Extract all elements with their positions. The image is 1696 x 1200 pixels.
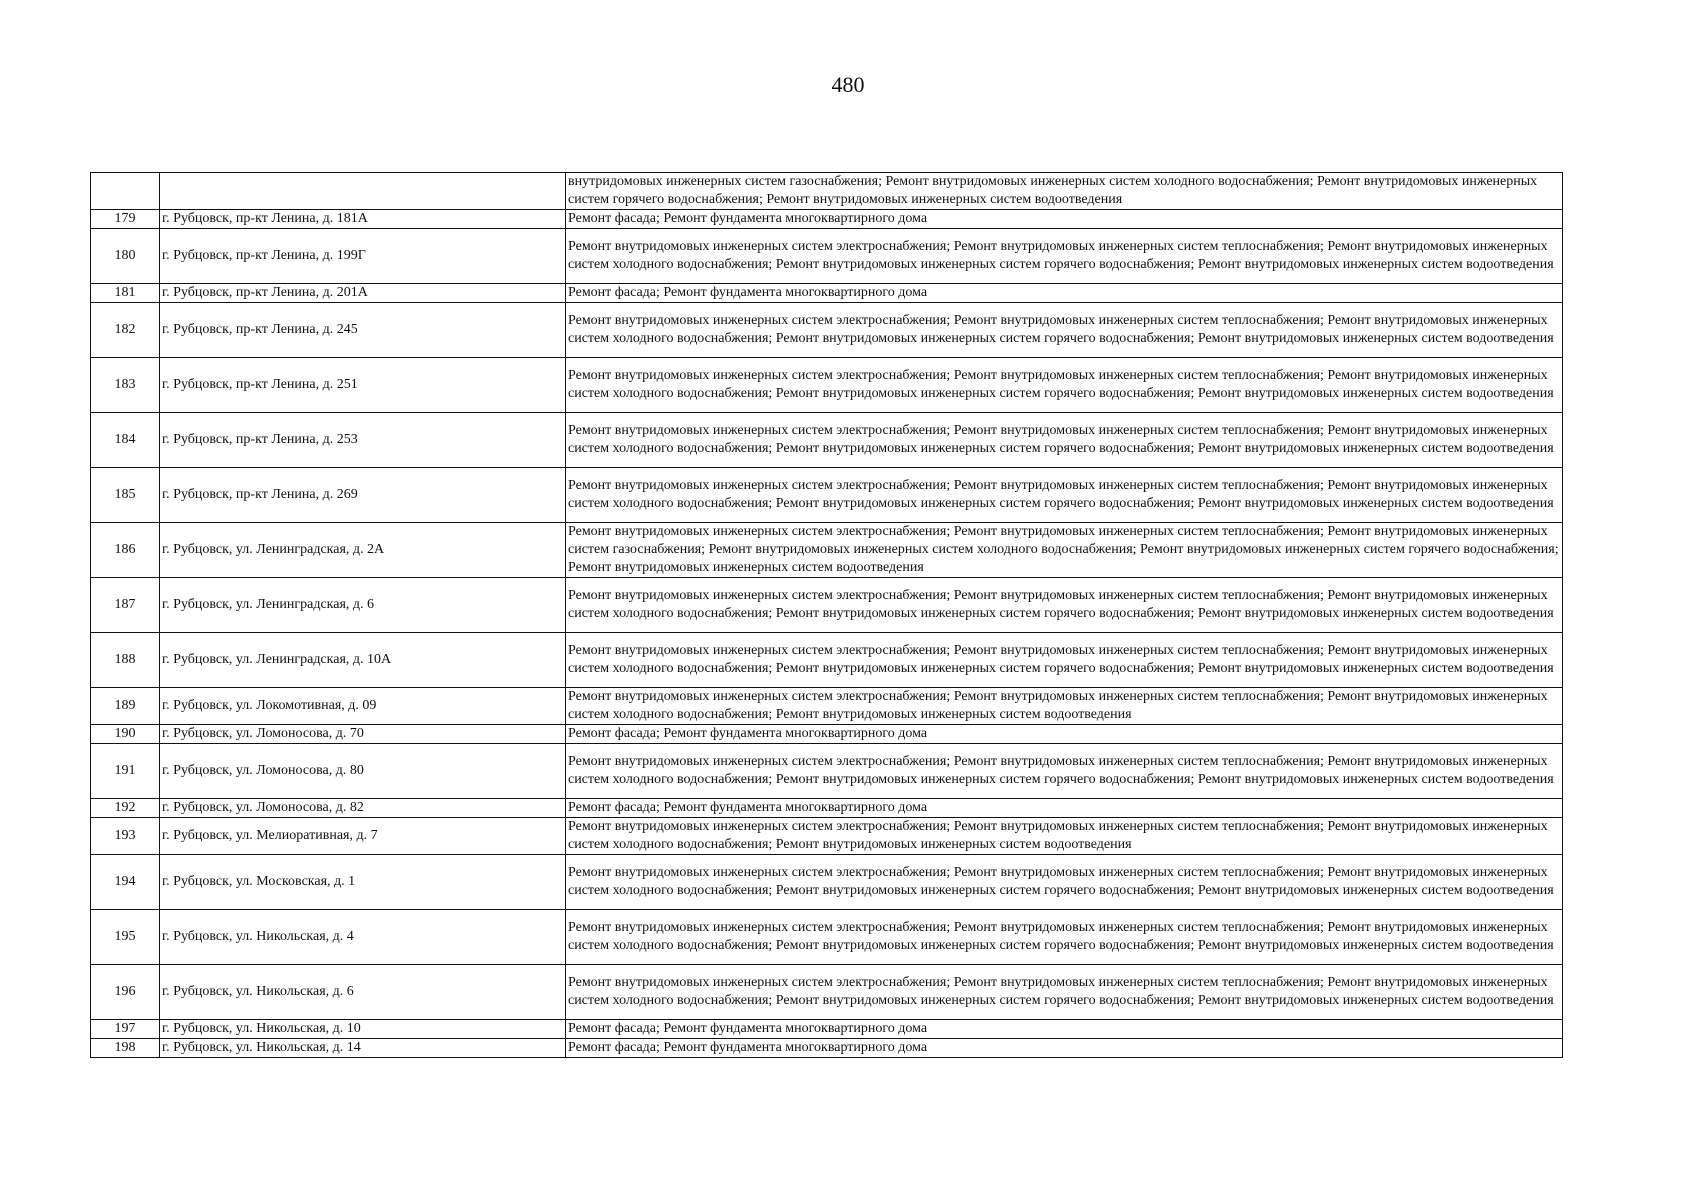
table-body bbox=[91, 173, 1563, 1058]
row-number bbox=[91, 173, 160, 210]
row-works: Ремонт фасада; Ремонт фундамента многоквартирного дома bbox=[566, 799, 1563, 818]
row-address: г. Рубцовск, ул. Локомотивная, д. 09 bbox=[160, 688, 566, 725]
row-works: Ремонт внутридомовых инженерных систем электроснабжения; Ремонт внутридомовых инженерных систем теплоснабжения; Ремонт внутридомовых инженерных систем холодного водоснабжения; Ремонт внутридомовых инженерных систем горячего водоснабжения; Ремонт внутридомовых инженерных систем водоотведения bbox=[566, 910, 1563, 965]
table-row bbox=[91, 210, 1563, 229]
row-number: 194 bbox=[91, 855, 160, 910]
row-number: 192 bbox=[91, 799, 160, 818]
row-works: Ремонт внутридомовых инженерных систем электроснабжения; Ремонт внутридомовых инженерных систем теплоснабжения; Ремонт внутридомовых инженерных систем холодного водоснабжения; Ремонт внутридомовых инженерных систем горячего водоснабжения; Ремонт внутридомовых инженерных систем водоотведения bbox=[566, 413, 1563, 468]
row-address: г. Рубцовск, пр-кт Ленина, д. 253 bbox=[160, 413, 566, 468]
row-number: 180 bbox=[91, 229, 160, 284]
row-works: Ремонт внутридомовых инженерных систем электроснабжения; Ремонт внутридомовых инженерных систем теплоснабжения; Ремонт внутридомовых инженерных систем холодного водоснабжения; Ремонт внутридомовых инженерных систем горячего водоснабжения; Ремонт внутридомовых инженерных систем водоотведения bbox=[566, 744, 1563, 799]
row-address: г. Рубцовск, ул. Московская, д. 1 bbox=[160, 855, 566, 910]
row-address: г. Рубцовск, ул. Никольская, д. 6 bbox=[160, 965, 566, 1020]
row-works: Ремонт фасада; Ремонт фундамента многоквартирного дома bbox=[566, 1039, 1563, 1058]
table-row bbox=[91, 688, 1563, 725]
row-number: 196 bbox=[91, 965, 160, 1020]
row-works: Ремонт внутридомовых инженерных систем электроснабжения; Ремонт внутридомовых инженерных систем теплоснабжения; Ремонт внутридомовых инженерных систем холодного водоснабжения; Ремонт внутридомовых инженерных систем горячего водоснабжения; Ремонт внутридомовых инженерных систем водоотведения bbox=[566, 578, 1563, 633]
row-address: г. Рубцовск, ул. Ленинградская, д. 10А bbox=[160, 633, 566, 688]
row-address: г. Рубцовск, пр-кт Ленина, д. 245 bbox=[160, 303, 566, 358]
row-works: Ремонт внутридомовых инженерных систем электроснабжения; Ремонт внутридомовых инженерных систем теплоснабжения; Ремонт внутридомовых инженерных систем холодного водоснабжения; Ремонт внутридомовых инженерных систем водоотведения bbox=[566, 818, 1563, 855]
row-works: Ремонт внутридомовых инженерных систем электроснабжения; Ремонт внутридомовых инженерных систем теплоснабжения; Ремонт внутридомовых инженерных систем газоснабжения; Ремонт внутридомовых инженерных систем холодного водоснабжения; Ремонт внутридомовых инженерных систем горячего водоснабжения; Ремонт внутридомовых инженерных систем водоотведения bbox=[566, 523, 1563, 578]
row-works: Ремонт фасада; Ремонт фундамента многоквартирного дома bbox=[566, 210, 1563, 229]
table-row bbox=[91, 1039, 1563, 1058]
row-address: г. Рубцовск, ул. Ломоносова, д. 80 bbox=[160, 744, 566, 799]
row-address: г. Рубцовск, пр-кт Ленина, д. 251 bbox=[160, 358, 566, 413]
row-address: г. Рубцовск, пр-кт Ленина, д. 269 bbox=[160, 468, 566, 523]
row-number: 190 bbox=[91, 725, 160, 744]
table-row bbox=[91, 173, 1563, 210]
row-works: Ремонт внутридомовых инженерных систем электроснабжения; Ремонт внутридомовых инженерных систем теплоснабжения; Ремонт внутридомовых инженерных систем холодного водоснабжения; Ремонт внутридомовых инженерных систем горячего водоснабжения; Ремонт внутридомовых инженерных систем водоотведения bbox=[566, 468, 1563, 523]
table-row bbox=[91, 744, 1563, 799]
row-number: 185 bbox=[91, 468, 160, 523]
row-address: г. Рубцовск, пр-кт Ленина, д. 201А bbox=[160, 284, 566, 303]
row-number: 197 bbox=[91, 1020, 160, 1039]
row-address: г. Рубцовск, ул. Никольская, д. 4 bbox=[160, 910, 566, 965]
row-address: г. Рубцовск, пр-кт Ленина, д. 199Г bbox=[160, 229, 566, 284]
row-works: Ремонт внутридомовых инженерных систем электроснабжения; Ремонт внутридомовых инженерных систем теплоснабжения; Ремонт внутридомовых инженерных систем холодного водоснабжения; Ремонт внутридомовых инженерных систем водоотведения bbox=[566, 688, 1563, 725]
row-works: Ремонт внутридомовых инженерных систем электроснабжения; Ремонт внутридомовых инженерных систем теплоснабжения; Ремонт внутридомовых инженерных систем холодного водоснабжения; Ремонт внутридомовых инженерных систем горячего водоснабжения; Ремонт внутридомовых инженерных систем водоотведения bbox=[566, 358, 1563, 413]
row-number: 189 bbox=[91, 688, 160, 725]
row-number: 195 bbox=[91, 910, 160, 965]
row-number: 184 bbox=[91, 413, 160, 468]
row-number: 181 bbox=[91, 284, 160, 303]
table-row bbox=[91, 910, 1563, 965]
row-address: г. Рубцовск, ул. Ломоносова, д. 82 bbox=[160, 799, 566, 818]
row-number: 186 bbox=[91, 523, 160, 578]
row-works: Ремонт фасада; Ремонт фундамента многоквартирного дома bbox=[566, 284, 1563, 303]
row-address: г. Рубцовск, ул. Мелиоративная, д. 7 bbox=[160, 818, 566, 855]
repair-works-table bbox=[90, 172, 1563, 1058]
table-row bbox=[91, 303, 1563, 358]
table-row bbox=[91, 284, 1563, 303]
row-number: 179 bbox=[91, 210, 160, 229]
row-works: Ремонт внутридомовых инженерных систем электроснабжения; Ремонт внутридомовых инженерных систем теплоснабжения; Ремонт внутридомовых инженерных систем холодного водоснабжения; Ремонт внутридомовых инженерных систем горячего водоснабжения; Ремонт внутридомовых инженерных систем водоотведения bbox=[566, 633, 1563, 688]
row-works: Ремонт внутридомовых инженерных систем электроснабжения; Ремонт внутридомовых инженерных систем теплоснабжения; Ремонт внутридомовых инженерных систем холодного водоснабжения; Ремонт внутридомовых инженерных систем горячего водоснабжения; Ремонт внутридомовых инженерных систем водоотведения bbox=[566, 855, 1563, 910]
table-row bbox=[91, 413, 1563, 468]
table-row bbox=[91, 965, 1563, 1020]
table-row bbox=[91, 229, 1563, 284]
row-number: 198 bbox=[91, 1039, 160, 1058]
row-number: 193 bbox=[91, 818, 160, 855]
row-address: г. Рубцовск, ул. Ленинградская, д. 6 bbox=[160, 578, 566, 633]
table-row bbox=[91, 818, 1563, 855]
row-number: 182 bbox=[91, 303, 160, 358]
row-address bbox=[160, 173, 566, 210]
table-row bbox=[91, 468, 1563, 523]
row-works: Ремонт фасада; Ремонт фундамента многоквартирного дома bbox=[566, 725, 1563, 744]
table-row bbox=[91, 633, 1563, 688]
table-row bbox=[91, 1020, 1563, 1039]
row-works: Ремонт фасада; Ремонт фундамента многоквартирного дома bbox=[566, 1020, 1563, 1039]
page-number: 480 bbox=[831, 72, 865, 97]
row-number: 188 bbox=[91, 633, 160, 688]
table-row bbox=[91, 358, 1563, 413]
row-works: внутридомовых инженерных систем газоснабжения; Ремонт внутридомовых инженерных систем холодного водоснабжения; Ремонт внутридомовых инженерных систем горячего водоснабжения; Ремонт внутридомовых инженерных систем водоотведения bbox=[566, 173, 1563, 210]
row-address: г. Рубцовск, ул. Ленинградская, д. 2А bbox=[160, 523, 566, 578]
row-number: 187 bbox=[91, 578, 160, 633]
row-works: Ремонт внутридомовых инженерных систем электроснабжения; Ремонт внутридомовых инженерных систем теплоснабжения; Ремонт внутридомовых инженерных систем холодного водоснабжения; Ремонт внутридомовых инженерных систем горячего водоснабжения; Ремонт внутридомовых инженерных систем водоотведения bbox=[566, 303, 1563, 358]
row-number: 191 bbox=[91, 744, 160, 799]
row-works: Ремонт внутридомовых инженерных систем электроснабжения; Ремонт внутридомовых инженерных систем теплоснабжения; Ремонт внутридомовых инженерных систем холодного водоснабжения; Ремонт внутридомовых инженерных систем горячего водоснабжения; Ремонт внутридомовых инженерных систем водоотведения bbox=[566, 965, 1563, 1020]
row-address: г. Рубцовск, пр-кт Ленина, д. 181А bbox=[160, 210, 566, 229]
table-row bbox=[91, 523, 1563, 578]
table-row bbox=[91, 799, 1563, 818]
row-address: г. Рубцовск, ул. Ломоносова, д. 70 bbox=[160, 725, 566, 744]
row-number: 183 bbox=[91, 358, 160, 413]
table-row bbox=[91, 578, 1563, 633]
row-address: г. Рубцовск, ул. Никольская, д. 10 bbox=[160, 1020, 566, 1039]
row-works: Ремонт внутридомовых инженерных систем электроснабжения; Ремонт внутридомовых инженерных систем теплоснабжения; Ремонт внутридомовых инженерных систем холодного водоснабжения; Ремонт внутридомовых инженерных систем горячего водоснабжения; Ремонт внутридомовых инженерных систем водоотведения bbox=[566, 229, 1563, 284]
table-row bbox=[91, 725, 1563, 744]
row-address: г. Рубцовск, ул. Никольская, д. 14 bbox=[160, 1039, 566, 1058]
table-row bbox=[91, 855, 1563, 910]
